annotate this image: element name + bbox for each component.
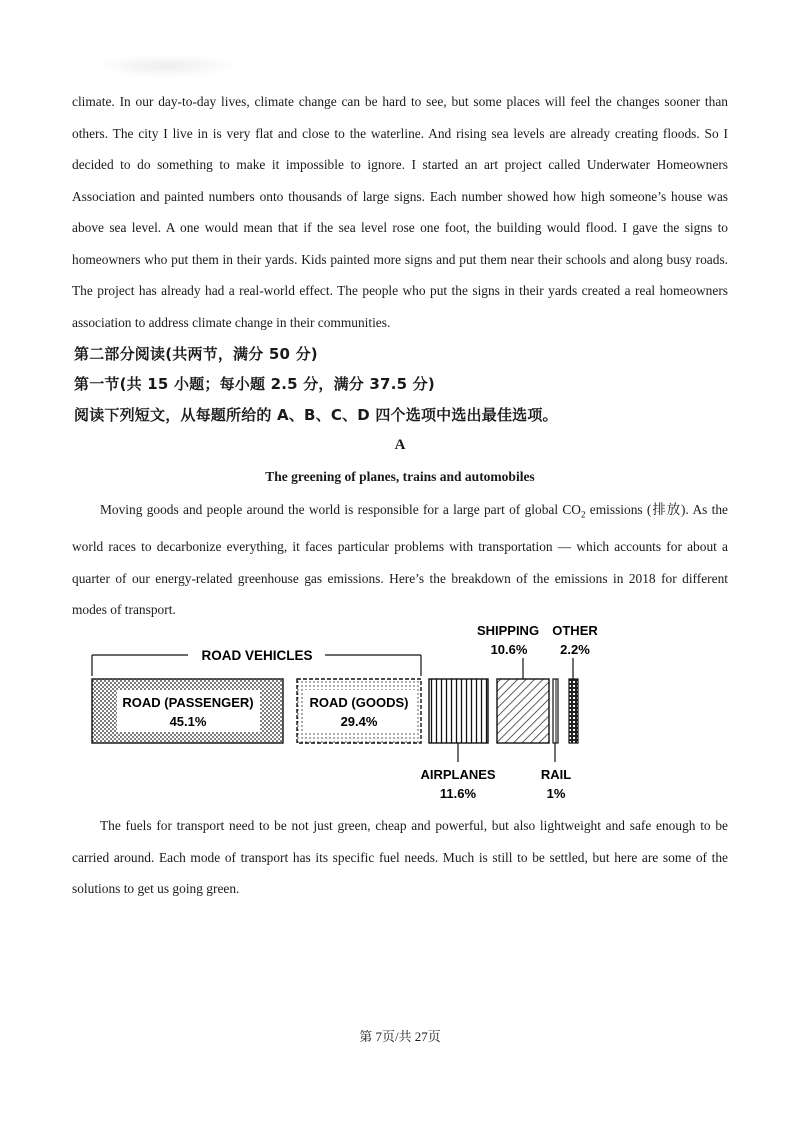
reading-instruction: 阅读下列短文，从每题所给的 A、B、C、D 四个选项中选出最佳选项。 xyxy=(74,406,558,424)
intro-text-part2: emissions (排放). As the world races to decarbonize everything, it faces particular problems with transportation — which accounts for about a quarter of our energy-related greenhouse gas emissions. Here’s the breakdown of the emissions in 2018 for different modes of transport. xyxy=(72,502,728,618)
value-shipping: 10.6% xyxy=(490,642,528,657)
passage-title: The greening of planes, trains and automobiles xyxy=(265,469,535,484)
bar-rail xyxy=(553,679,558,743)
intro-text-part1: Moving goods and people around the world is responsible for a large part of global CO xyxy=(100,502,581,517)
previous-passage-text: climate. In our day-to-day lives, climate change can be hard to see, but some places will feel the changes sooner than others. The city I live in is very flat and close to the waterline. And rising sea levels are already creating floods. So I decided to do something to make it impossible to ignore. I started an art project called Underwater Homeowners Association and painted numbers onto thousands of large signs. Each number showed how high someone’s house was above sea level. A one would mean that if the sea level rose one foot, the building would flood. I gave the signs to homeowners who put them in their yards. Kids painted more signs and put them near their schools and along busy roads. The project has already had a real-world effect. The people who put the signs in their yards created a real homeowners association to address climate change in their communities. xyxy=(72,94,728,330)
part-two-heading: 第二部分阅读(共两节，满分 50 分) xyxy=(74,345,318,363)
co2-subscript: 2 xyxy=(580,509,586,520)
value-other: 2.2% xyxy=(560,642,590,657)
passage-letter: A xyxy=(394,437,406,453)
label-rail: RAIL xyxy=(540,767,572,782)
label-road-goods: ROAD (GOODS) xyxy=(309,695,409,710)
value-road-passenger: 45.1% xyxy=(169,714,207,729)
bar-shipping xyxy=(497,679,549,743)
value-rail: 1% xyxy=(546,786,566,801)
label-road-passenger: ROAD (PASSENGER) xyxy=(122,695,254,710)
passage-outro: The fuels for transport need to be not just green, cheap and powerful, but also lightweight and safe enough to be carried around. Each mode of transport has its specific fuel needs. Much is still to be settled, but here are some of the solutions to get us going green. xyxy=(72,818,728,896)
value-road-goods: 29.4% xyxy=(340,714,378,729)
section-one-heading: 第一节(共 15 小题；每小题 2.5 分，满分 37.5 分) xyxy=(74,375,435,393)
page-number: 第 7页/共 27页 xyxy=(359,1029,441,1044)
label-airplanes: AIRPLANES xyxy=(420,767,496,782)
label-other: OTHER xyxy=(552,623,598,638)
road-vehicles-bracket xyxy=(92,648,421,676)
label-shipping: SHIPPING xyxy=(476,623,540,638)
value-airplanes: 11.6% xyxy=(439,786,477,801)
road-vehicles-label: ROAD VEHICLES xyxy=(201,648,313,663)
bar-airplanes xyxy=(429,679,488,743)
bar-other xyxy=(569,679,578,743)
